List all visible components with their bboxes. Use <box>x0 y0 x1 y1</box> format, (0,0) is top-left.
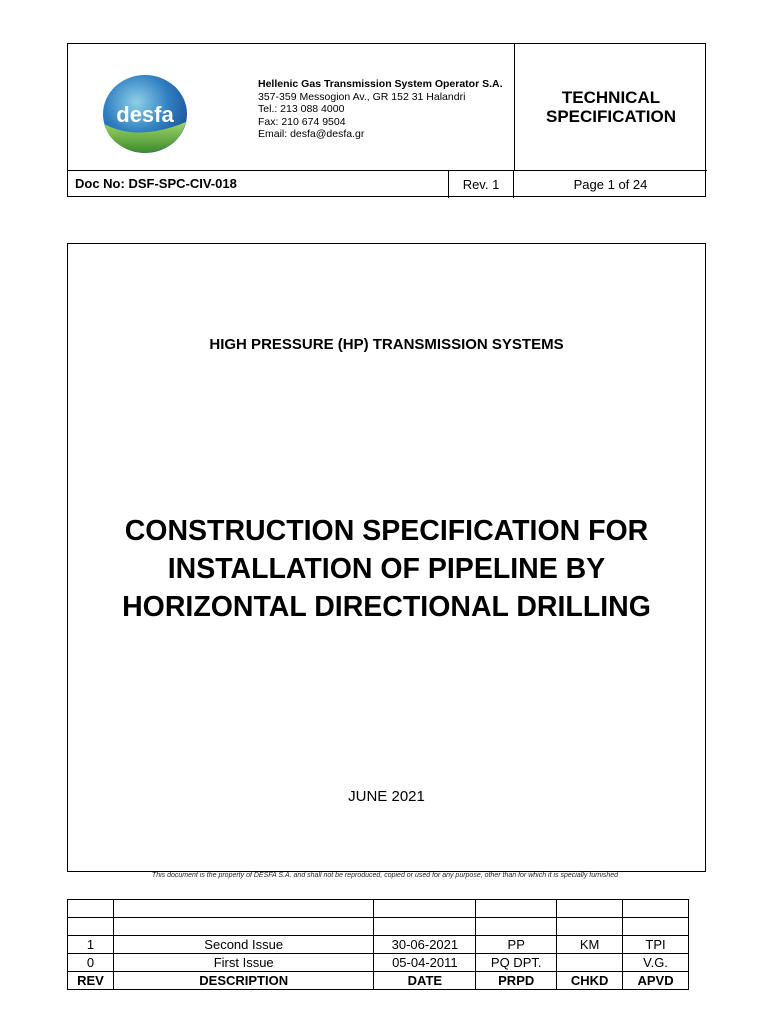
table-row <box>68 936 689 954</box>
description-cell: First Issue <box>113 954 374 972</box>
header-date: DATE <box>374 972 476 990</box>
table-row <box>68 954 689 972</box>
company-tel: Tel.: 213 088 4000 <box>258 103 345 115</box>
desfa-logo <box>98 72 192 156</box>
header-rev: REV <box>68 972 114 990</box>
document-header <box>67 43 706 197</box>
chkd-cell: KM <box>557 936 623 954</box>
prpd-cell: PP <box>476 936 557 954</box>
header-prpd: PRPD <box>476 972 557 990</box>
date-cell: 05-04-2011 <box>374 954 476 972</box>
doc-number: Doc No: DSF-SPC-CIV-018 <box>75 176 237 191</box>
title-line-2: INSTALLATION OF PIPELINE BY <box>167 553 606 585</box>
title-line-1: CONSTRUCTION SPECIFICATION FOR <box>124 515 649 547</box>
page-number: Page 1 of 24 <box>573 177 648 192</box>
revision-table <box>67 899 689 990</box>
prpd-cell: PQ DPT. <box>476 954 557 972</box>
disclaimer: This document is the property of DESFA S.A. and shall not be reproduced, copied or used for any purpose, other than for which it is specially furnished <box>151 872 619 879</box>
table-row <box>68 918 689 936</box>
cover-title <box>68 512 705 626</box>
logo-cell <box>68 44 248 171</box>
rev-cell: 1 <box>68 936 114 954</box>
rev-cell: 0 <box>68 954 114 972</box>
doc-type-line2: SPECIFICATION <box>545 107 677 126</box>
doc-type-label <box>515 88 707 126</box>
company-address: 357-359 Messogion Av., GR 152 31 Halandri <box>258 90 466 103</box>
description-cell: Second Issue <box>113 936 374 954</box>
header-description: DESCRIPTION <box>113 972 374 990</box>
table-header-row <box>68 972 689 990</box>
chkd-cell <box>557 954 623 972</box>
company-name: Hellenic Gas Transmission System Operator S.A. <box>258 78 503 90</box>
doc-type-line1: TECHNICAL <box>561 88 661 107</box>
company-email: Email: desfa@desfa.gr <box>258 128 365 140</box>
doc-info-row <box>68 170 707 198</box>
header-chkd: CHKD <box>557 972 623 990</box>
date-cell: 30-06-2021 <box>374 936 476 954</box>
doc-type-cell <box>514 44 707 171</box>
cover-box <box>67 243 706 872</box>
header-apvd: APVD <box>623 972 689 990</box>
cover-subtitle: HIGH PRESSURE (HP) TRANSMISSION SYSTEMS <box>209 336 564 353</box>
company-info <box>258 78 518 141</box>
title-line-3: HORIZONTAL DIRECTIONAL DRILLING <box>122 591 651 623</box>
logo-text: desfa <box>116 102 174 127</box>
company-fax: Fax: 210 674 9504 <box>258 115 346 128</box>
cover-date: JUNE 2021 <box>348 788 425 805</box>
revision-number: Rev. 1 <box>448 171 514 198</box>
apvd-cell: V.G. <box>623 954 689 972</box>
table-row <box>68 900 689 918</box>
apvd-cell: TPI <box>623 936 689 954</box>
